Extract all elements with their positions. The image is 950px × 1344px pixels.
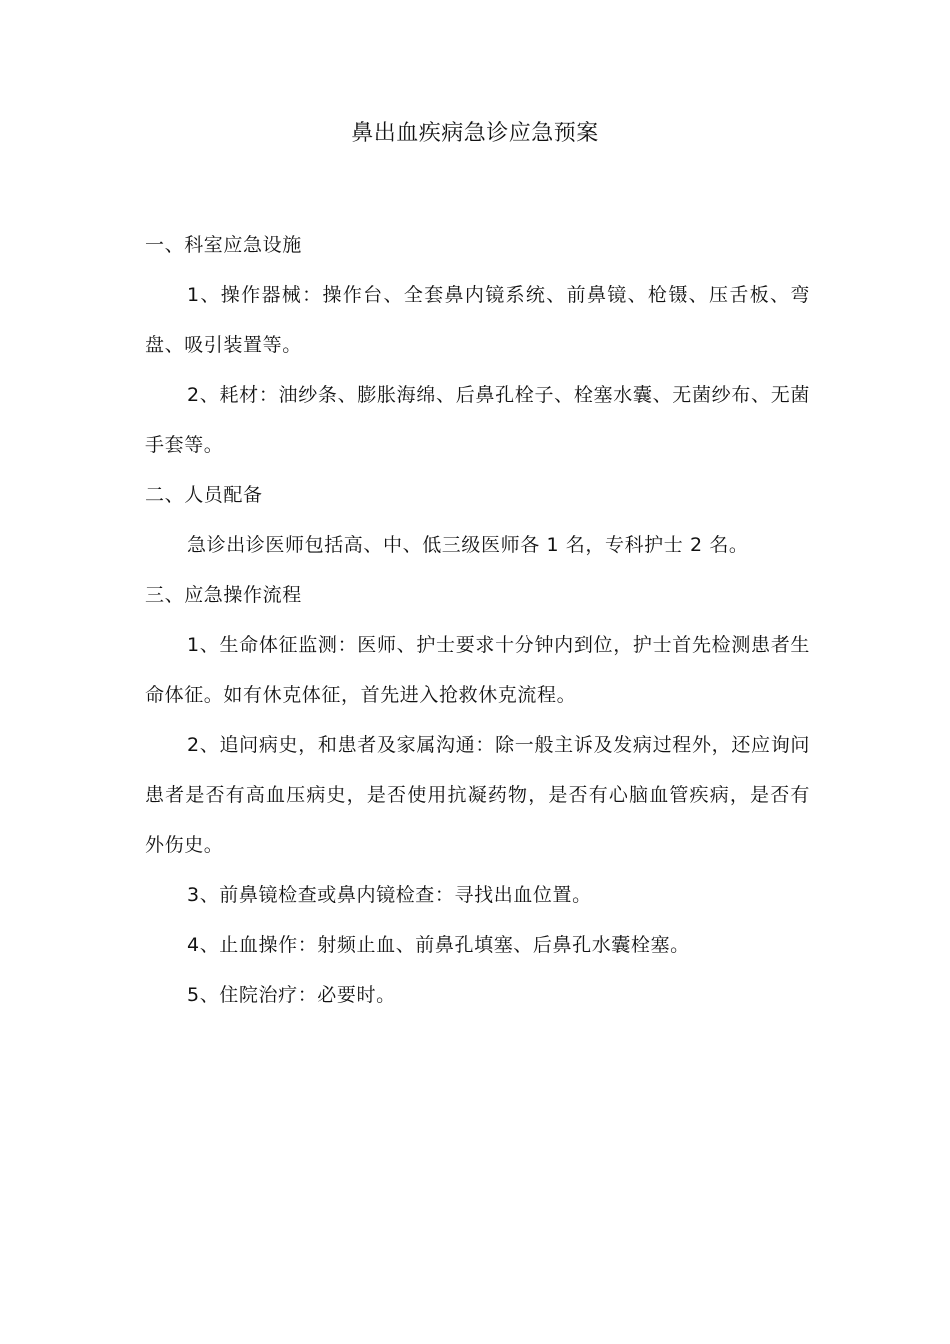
paragraph-hospitalization: 5、住院治疗：必要时。: [187, 984, 396, 1006]
section-heading-facilities: 一、科室应急设施: [145, 234, 302, 256]
document-body: [145, 220, 810, 1020]
section-heading-procedure: 三、应急操作流程: [145, 584, 302, 606]
paragraph-hemostasis: 4、止血操作：射频止血、前鼻孔填塞、后鼻孔水囊栓塞。: [187, 934, 690, 956]
document-title: 鼻出血疾病急诊应急预案: [351, 121, 599, 146]
paragraph-consumables: 2、耗材：油纱条、膨胀海绵、后鼻孔栓子、栓塞水囊、无菌纱布、无菌手套等。: [145, 384, 810, 456]
paragraph-vital-signs: 1、生命体征监测：医师、护士要求十分钟内到位，护士首先检测患者生命体征。如有休克体征，首先进入抢救休克流程。: [145, 634, 810, 706]
paragraph-history: 2、追问病史，和患者及家属沟通：除一般主诉及发病过程外，还应询问患者是否有高血压病史，是否使用抗凝药物，是否有心脑血管疾病，是否有外伤史。: [145, 734, 810, 856]
paragraph-examination: 3、前鼻镜检查或鼻内镜检查：寻找出血位置。: [187, 884, 592, 906]
section-heading-staffing: 二、人员配备: [145, 484, 263, 506]
paragraph-staffing: 急诊出诊医师包括高、中、低三级医师各 1 名，专科护士 2 名。: [187, 534, 749, 556]
paragraph-instruments: 1、操作器械：操作台、全套鼻内镜系统、前鼻镜、枪镊、压舌板、弯盘、吸引装置等。: [145, 284, 810, 356]
